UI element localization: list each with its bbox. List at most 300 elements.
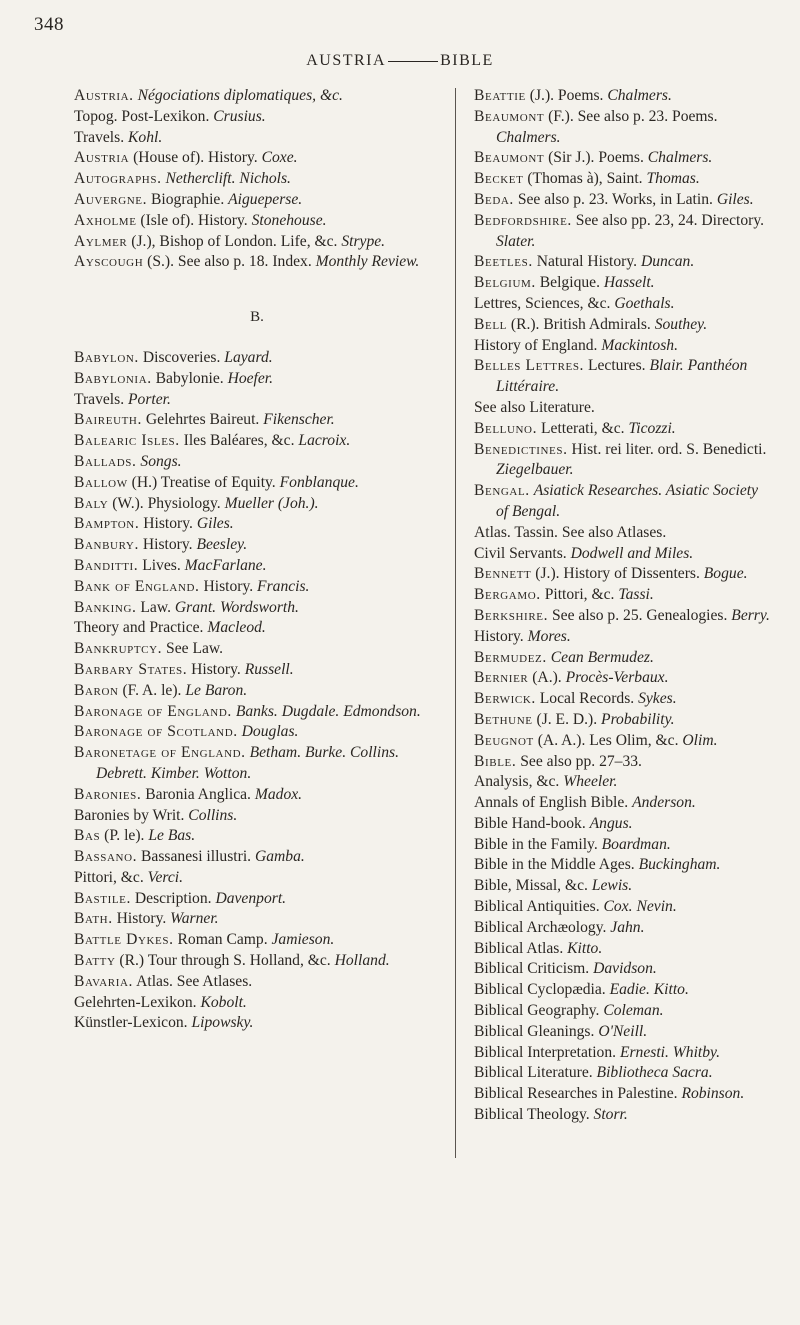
entry-heading: Bassano. bbox=[74, 848, 138, 866]
entry-author: Hasselt. bbox=[603, 274, 655, 292]
entry-text: Topog. Post-Lexikon. bbox=[74, 107, 210, 125]
entry-author: Coxe. bbox=[261, 149, 298, 167]
index-entry bbox=[74, 598, 440, 619]
entry-text: Local Records. bbox=[539, 690, 635, 708]
index-entry bbox=[474, 169, 774, 190]
index-entry bbox=[474, 793, 774, 814]
entry-text: Analysis, &c. bbox=[474, 773, 560, 791]
entry-heading: Belles Lettres. bbox=[474, 357, 585, 375]
index-entry bbox=[474, 398, 774, 419]
entry-author: Madox. bbox=[254, 785, 303, 803]
entry-text: Biblical Literature. bbox=[474, 1064, 593, 1082]
entry-author: MacFarlane. bbox=[184, 556, 267, 574]
index-entry bbox=[74, 452, 440, 473]
index-entry bbox=[474, 1084, 774, 1105]
entry-text: Lectures. bbox=[587, 357, 646, 375]
page-number: 348 bbox=[34, 14, 64, 35]
entry-author: Storr. bbox=[593, 1106, 628, 1124]
index-entry bbox=[474, 252, 774, 273]
index-entry bbox=[74, 702, 440, 723]
entry-text: (Thomas à), Saint. bbox=[527, 170, 643, 188]
entry-heading: Beugnot bbox=[474, 731, 534, 749]
entry-heading: Beaumont bbox=[474, 149, 545, 167]
index-entry bbox=[474, 627, 774, 648]
entry-text: Bible in the Middle Ages. bbox=[474, 856, 635, 874]
index-entry bbox=[74, 252, 440, 273]
index-entry bbox=[474, 294, 774, 315]
entry-heading: Bermudez. bbox=[474, 648, 547, 666]
entry-text: (J.). Poems. bbox=[529, 87, 604, 104]
index-entry bbox=[74, 535, 440, 556]
index-entry bbox=[74, 211, 440, 232]
entry-heading: Bernier bbox=[474, 669, 529, 687]
index-entry bbox=[474, 855, 774, 876]
entry-author: Chalmers. bbox=[647, 149, 713, 167]
index-entry bbox=[474, 918, 774, 939]
entry-heading: Berwick. bbox=[474, 690, 536, 708]
entry-text: History. bbox=[143, 515, 193, 533]
entry-author: Goethals. bbox=[614, 294, 675, 312]
entry-text: (F. A. le). bbox=[122, 681, 182, 699]
index-entry bbox=[474, 544, 774, 565]
entry-text: Biblical Cyclopædia. bbox=[474, 981, 606, 999]
entry-heading: Bergamo. bbox=[474, 586, 541, 604]
index-entry bbox=[474, 876, 774, 897]
running-head-dash bbox=[388, 61, 438, 62]
entry-heading: Balearic Isles. bbox=[74, 432, 180, 450]
entry-heading: Bastile. bbox=[74, 889, 131, 907]
entry-author: Verci. bbox=[147, 868, 184, 886]
entry-author: Anderson. bbox=[632, 794, 696, 812]
index-entry bbox=[74, 722, 440, 743]
index-entry bbox=[74, 847, 440, 868]
entry-text: Law. bbox=[140, 598, 171, 616]
entry-text: Belgique. bbox=[539, 274, 600, 292]
entry-heading: Bengal. bbox=[474, 482, 530, 500]
index-entry bbox=[74, 785, 440, 806]
entry-text: See also p. 23. Works, in Latin. bbox=[517, 190, 713, 208]
entry-heading: Babylon. bbox=[74, 348, 139, 366]
entry-author: Lacroix. bbox=[298, 432, 351, 450]
entry-text: Bible, Missal, &c. bbox=[474, 877, 588, 895]
entry-text: Roman Camp. bbox=[177, 931, 268, 949]
entry-text: History. bbox=[142, 536, 193, 554]
index-entry bbox=[74, 556, 440, 577]
entry-author: Monthly Review. bbox=[315, 253, 420, 271]
entry-text: Pittori, &c. bbox=[544, 586, 615, 604]
index-entry bbox=[474, 190, 774, 211]
entry-text: Biblical Researches in Palestine. bbox=[474, 1085, 678, 1103]
entry-text: (R.) Tour through S. Holland, &c. bbox=[119, 952, 331, 970]
entry-author: Ticozzi. bbox=[628, 419, 676, 437]
index-entry bbox=[74, 826, 440, 847]
entry-text: Bassanesi illustri. bbox=[141, 848, 252, 866]
index-entry bbox=[74, 972, 440, 993]
entry-text: Theory and Practice. bbox=[74, 619, 204, 637]
entry-heading: Austria. bbox=[74, 87, 134, 104]
index-entry bbox=[74, 232, 440, 253]
entry-text: (H.) Treatise of Equity. bbox=[131, 473, 276, 491]
entry-author: Le Baron. bbox=[185, 681, 248, 699]
right-column bbox=[474, 86, 774, 1126]
entry-author: Asiatick Researches. Asiatic Society of Bengal. bbox=[496, 482, 758, 520]
index-entry bbox=[74, 951, 440, 972]
index-entry bbox=[474, 752, 774, 773]
index-entry bbox=[74, 410, 440, 431]
entry-text: Hist. rei liter. ord. S. Benedicti. bbox=[571, 440, 767, 458]
index-entry bbox=[474, 1105, 774, 1126]
entry-text: Biblical Theology. bbox=[474, 1106, 590, 1124]
entry-heading: Ayscough bbox=[74, 253, 144, 271]
index-entry bbox=[74, 993, 440, 1014]
entry-author: Slater. bbox=[496, 232, 536, 250]
entry-text: Atlas. Tassin. See also Atlases. bbox=[474, 523, 667, 541]
index-entry bbox=[474, 1001, 774, 1022]
entries-b bbox=[74, 348, 440, 1034]
entry-heading: Barbary States. bbox=[74, 660, 188, 678]
index-entry bbox=[74, 909, 440, 930]
index-entry bbox=[74, 128, 440, 149]
index-entry bbox=[474, 86, 774, 107]
entry-text: (Sir J.). Poems. bbox=[548, 149, 644, 167]
right-entries bbox=[474, 86, 774, 1126]
entry-text: Bible in the Family. bbox=[474, 835, 598, 853]
entry-author: Blair. Panthéon Littéraire. bbox=[496, 357, 748, 396]
entry-text: Babylonie. bbox=[155, 369, 224, 387]
entry-heading: Bampton. bbox=[74, 515, 140, 533]
running-head-right: BIBLE bbox=[440, 52, 494, 69]
index-entry bbox=[474, 315, 774, 336]
entry-text: See also pp. 23, 24. Directory. bbox=[575, 211, 765, 229]
entry-text: See also p. 25. Genealogies. bbox=[552, 606, 728, 624]
entry-author: Buckingham. bbox=[638, 856, 721, 874]
entry-text: See Law. bbox=[166, 640, 224, 658]
entry-author: Crusius. bbox=[213, 107, 266, 125]
entry-text: (R.). British Admirals. bbox=[510, 315, 651, 333]
entry-text: Biblical Criticism. bbox=[474, 960, 590, 978]
entry-heading: Autographs. bbox=[74, 170, 162, 188]
entry-author: Fikenscher. bbox=[263, 411, 335, 429]
index-entry bbox=[474, 1043, 774, 1064]
entry-heading: Bank of England. bbox=[74, 577, 200, 595]
entry-heading: Bavaria. bbox=[74, 972, 134, 990]
entry-author: Kitto. bbox=[567, 939, 603, 957]
index-entry bbox=[74, 930, 440, 951]
entry-text: Lives. bbox=[142, 556, 181, 574]
entry-author: Wheeler. bbox=[563, 773, 618, 791]
entry-text: Description. bbox=[134, 889, 212, 907]
entry-author: Netherclift. Nichols. bbox=[165, 170, 291, 188]
index-entry bbox=[474, 148, 774, 169]
entry-heading: Banking. bbox=[74, 598, 137, 616]
entry-author: Mores. bbox=[527, 627, 571, 645]
entry-text: (F.). See also p. 23. Poems. bbox=[548, 107, 718, 125]
entry-author: Sykes. bbox=[638, 690, 677, 708]
entry-text: Baronia Anglica. bbox=[145, 785, 251, 803]
index-entry bbox=[474, 835, 774, 856]
entry-heading: Baly bbox=[74, 494, 109, 512]
entries-a bbox=[74, 86, 440, 273]
index-entry bbox=[74, 169, 440, 190]
entry-author: Warner. bbox=[170, 910, 219, 928]
entry-author: Banks. Dugdale. Edmondson. bbox=[235, 702, 421, 720]
entry-text: See also Literature. bbox=[474, 398, 595, 416]
entry-text: Biblical Interpretation. bbox=[474, 1043, 617, 1061]
index-entry bbox=[474, 336, 774, 357]
entry-author: Chalmers. bbox=[607, 87, 672, 104]
index-entry bbox=[474, 897, 774, 918]
entry-heading: Auvergne. bbox=[74, 190, 148, 208]
entry-author: Stonehouse. bbox=[251, 211, 327, 229]
entry-author: Davidson. bbox=[593, 960, 657, 978]
entry-author: O'Neill. bbox=[598, 1022, 648, 1040]
entry-author: Holland. bbox=[334, 952, 390, 970]
index-entry bbox=[474, 668, 774, 689]
entry-author: Kohl. bbox=[128, 128, 163, 146]
entry-author: Berry. bbox=[731, 606, 770, 624]
entry-text: History. bbox=[191, 660, 241, 678]
entry-author: Douglas. bbox=[241, 723, 299, 741]
index-entry bbox=[74, 1013, 440, 1034]
entry-author: Hoefer. bbox=[227, 369, 274, 387]
entry-author: Mackintosh. bbox=[601, 336, 678, 354]
left-column bbox=[74, 86, 440, 1034]
index-entry bbox=[474, 564, 774, 585]
entry-author: Cox. Nevin. bbox=[603, 898, 677, 916]
entry-author: Southey. bbox=[654, 315, 708, 333]
entry-heading: Austria bbox=[74, 149, 130, 167]
entry-author: Boardman. bbox=[601, 835, 671, 853]
entry-author: Le Bas. bbox=[148, 827, 196, 845]
entry-author: Beesley. bbox=[196, 536, 248, 554]
index-entry bbox=[74, 577, 440, 598]
index-entry bbox=[474, 959, 774, 980]
entry-author: Procès-Verbaux. bbox=[565, 669, 669, 687]
entry-author: Songs. bbox=[140, 452, 182, 470]
index-entry bbox=[474, 606, 774, 627]
entry-text: (P. le). bbox=[104, 827, 145, 845]
index-entry bbox=[74, 390, 440, 411]
entry-heading: Ballads. bbox=[74, 452, 137, 470]
entry-text: (J.), Bishop of London. Life, &c. bbox=[131, 232, 338, 250]
entry-author: Betham. Burke. Collins. Debrett. Kimber. Wotton. bbox=[96, 744, 399, 782]
entry-heading: Bennett bbox=[474, 565, 532, 583]
entry-heading: Axholme bbox=[74, 211, 137, 229]
entry-text: Discoveries. bbox=[142, 348, 221, 366]
entry-heading: Beattie bbox=[474, 87, 526, 104]
entry-text: Annals of English Bible. bbox=[474, 794, 629, 812]
entry-text: History. bbox=[203, 577, 254, 595]
entry-text: Bible Hand-book. bbox=[474, 814, 586, 832]
entry-text: Künstler-Lexicon. bbox=[74, 1014, 188, 1032]
entry-author: Ziegelbauer. bbox=[496, 461, 574, 479]
index-entry bbox=[474, 814, 774, 835]
entry-author: Strype. bbox=[341, 232, 386, 250]
entry-text: Pittori, &c. bbox=[74, 868, 144, 886]
index-entry bbox=[74, 148, 440, 169]
entry-author: Négociations diplomatiques, &c. bbox=[137, 87, 343, 104]
index-entry bbox=[474, 107, 774, 149]
index-entry bbox=[474, 648, 774, 669]
entry-text: Atlas. See Atlases. bbox=[136, 972, 253, 990]
index-entry bbox=[474, 356, 774, 398]
entry-heading: Baron bbox=[74, 681, 119, 699]
entry-author: Lewis. bbox=[591, 877, 633, 895]
index-entry bbox=[474, 1022, 774, 1043]
entry-author: Fonblanque. bbox=[279, 473, 359, 491]
entry-author: Bibliotheca Sacra. bbox=[596, 1064, 713, 1082]
entry-author: Grant. Wordsworth. bbox=[174, 598, 299, 616]
entry-author: Macleod. bbox=[207, 619, 266, 637]
entry-text: Travels. bbox=[74, 390, 125, 408]
entry-heading: Bas bbox=[74, 827, 101, 845]
index-entry bbox=[474, 939, 774, 960]
index-entry bbox=[474, 440, 774, 482]
index-entry bbox=[474, 980, 774, 1001]
entry-author: Francis. bbox=[257, 577, 310, 595]
entry-author: Porter. bbox=[128, 390, 171, 408]
entry-author: Coleman. bbox=[603, 1002, 664, 1020]
entry-author: Tassi. bbox=[618, 586, 654, 604]
index-entry bbox=[74, 806, 440, 827]
entry-author: Robinson. bbox=[681, 1085, 745, 1103]
index-entry bbox=[474, 273, 774, 294]
entry-text: Natural History. bbox=[536, 253, 638, 271]
index-entry bbox=[474, 689, 774, 710]
entry-author: Chalmers. bbox=[496, 128, 561, 146]
entry-author: Aigueperse. bbox=[228, 190, 303, 208]
entry-author: Bogue. bbox=[703, 565, 748, 583]
entry-text: (Isle of). History. bbox=[140, 211, 248, 229]
entry-author: Gamba. bbox=[254, 848, 305, 866]
index-entry bbox=[74, 639, 440, 660]
index-entry bbox=[74, 494, 440, 515]
entry-author: Eadie. Kitto. bbox=[609, 981, 689, 999]
entry-heading: Battle Dykes. bbox=[74, 931, 174, 949]
index-entry bbox=[74, 473, 440, 494]
entry-text: Baronies by Writ. bbox=[74, 806, 185, 824]
entry-text: See also pp. 27–33. bbox=[520, 752, 642, 770]
entry-text: Biblical Archæology. bbox=[474, 918, 607, 936]
entry-heading: Baireuth. bbox=[74, 411, 142, 429]
entry-heading: Bible. bbox=[474, 752, 517, 770]
entry-author: Cean Bermudez. bbox=[550, 648, 654, 666]
entry-heading: Baronage of Scotland. bbox=[74, 723, 238, 741]
entry-author: Olim. bbox=[682, 731, 718, 749]
entry-heading: Baronetage of England. bbox=[74, 744, 246, 762]
entry-text: Travels. bbox=[74, 128, 125, 146]
entry-text: (A.). bbox=[532, 669, 562, 687]
running-head-left: AUSTRIA bbox=[306, 52, 387, 69]
entry-text: Letterati, &c. bbox=[541, 419, 625, 437]
entry-text: (A. A.). Les Olim, &c. bbox=[537, 731, 679, 749]
entry-heading: Beetles. bbox=[474, 253, 533, 271]
entry-heading: Babylonia. bbox=[74, 369, 152, 387]
entry-author: Giles. bbox=[716, 190, 754, 208]
index-entry bbox=[74, 107, 440, 128]
entry-heading: Baronage of England. bbox=[74, 702, 232, 720]
entry-heading: Belgium. bbox=[474, 274, 536, 292]
entry-text: Gelehrten-Lexikon. bbox=[74, 993, 197, 1011]
entry-heading: Belluno. bbox=[474, 419, 538, 437]
entry-text: Biblical Antiquities. bbox=[474, 898, 600, 916]
entry-author: Davenport. bbox=[215, 889, 287, 907]
entry-heading: Aylmer bbox=[74, 232, 128, 250]
index-entry bbox=[74, 618, 440, 639]
entry-heading: Bath. bbox=[74, 910, 113, 928]
index-entry bbox=[74, 681, 440, 702]
index-entry bbox=[74, 86, 440, 107]
entry-author: Russell. bbox=[244, 660, 294, 678]
entry-text: Lettres, Sciences, &c. bbox=[474, 294, 611, 312]
entry-author: Mueller (Joh.). bbox=[224, 494, 319, 512]
index-entry bbox=[74, 660, 440, 681]
entry-text: History. bbox=[474, 627, 524, 645]
entry-text: History of England. bbox=[474, 336, 598, 354]
entry-heading: Benedictines. bbox=[474, 440, 568, 458]
index-entry bbox=[74, 431, 440, 452]
entry-text: (W.). Physiology. bbox=[112, 494, 221, 512]
index-entry bbox=[74, 190, 440, 211]
index-entry bbox=[74, 868, 440, 889]
entry-heading: Banditti. bbox=[74, 556, 139, 574]
entry-heading: Becket bbox=[474, 170, 524, 188]
entry-author: Jahn. bbox=[610, 918, 645, 936]
entry-heading: Berkshire. bbox=[474, 606, 549, 624]
entry-text: Iles Baléares, &c. bbox=[183, 432, 295, 450]
entry-author: Kobolt. bbox=[200, 993, 247, 1011]
entry-heading: Ballow bbox=[74, 473, 128, 491]
column-divider bbox=[455, 88, 456, 1158]
entry-text: Gelehrtes Baireut. bbox=[145, 411, 260, 429]
entry-heading: Bethune bbox=[474, 710, 533, 728]
entry-text: Biblical Gleanings. bbox=[474, 1022, 595, 1040]
index-entry bbox=[474, 710, 774, 731]
entry-author: Collins. bbox=[188, 806, 238, 824]
entry-text: History. bbox=[116, 910, 167, 928]
section-letter-b: B. bbox=[250, 309, 264, 326]
index-entry bbox=[474, 523, 774, 544]
entry-author: Duncan. bbox=[640, 253, 695, 271]
index-entry bbox=[474, 1063, 774, 1084]
entry-text: (S.). See also p. 18. Index. bbox=[147, 253, 312, 271]
index-entry bbox=[474, 731, 774, 752]
index-entry bbox=[474, 211, 774, 253]
entry-heading: Baronies. bbox=[74, 785, 142, 803]
entry-text: (House of). History. bbox=[133, 149, 258, 167]
entry-author: Dodwell and Miles. bbox=[570, 544, 694, 562]
entry-text: Biblical Atlas. bbox=[474, 939, 564, 957]
entry-author: Ernesti. Whitby. bbox=[619, 1043, 720, 1061]
index-entry bbox=[74, 514, 440, 535]
entry-author: Thomas. bbox=[646, 170, 700, 188]
index-entry bbox=[74, 889, 440, 910]
entry-text: Biographie. bbox=[151, 190, 225, 208]
entry-author: Jamieson. bbox=[271, 931, 335, 949]
index-entry bbox=[474, 481, 774, 523]
entry-heading: Beaumont bbox=[474, 107, 545, 125]
entry-text: Biblical Geography. bbox=[474, 1002, 600, 1020]
entry-text: (J. E. D.). bbox=[536, 710, 598, 728]
index-entry bbox=[474, 419, 774, 440]
entry-author: Probability. bbox=[601, 710, 675, 728]
entry-author: Giles. bbox=[196, 515, 234, 533]
entry-heading: Bell bbox=[474, 315, 507, 333]
index-entry bbox=[74, 369, 440, 390]
running-head bbox=[0, 52, 800, 70]
entry-text: (J.). History of Dissenters. bbox=[535, 565, 700, 583]
entry-heading: Batty bbox=[74, 952, 116, 970]
